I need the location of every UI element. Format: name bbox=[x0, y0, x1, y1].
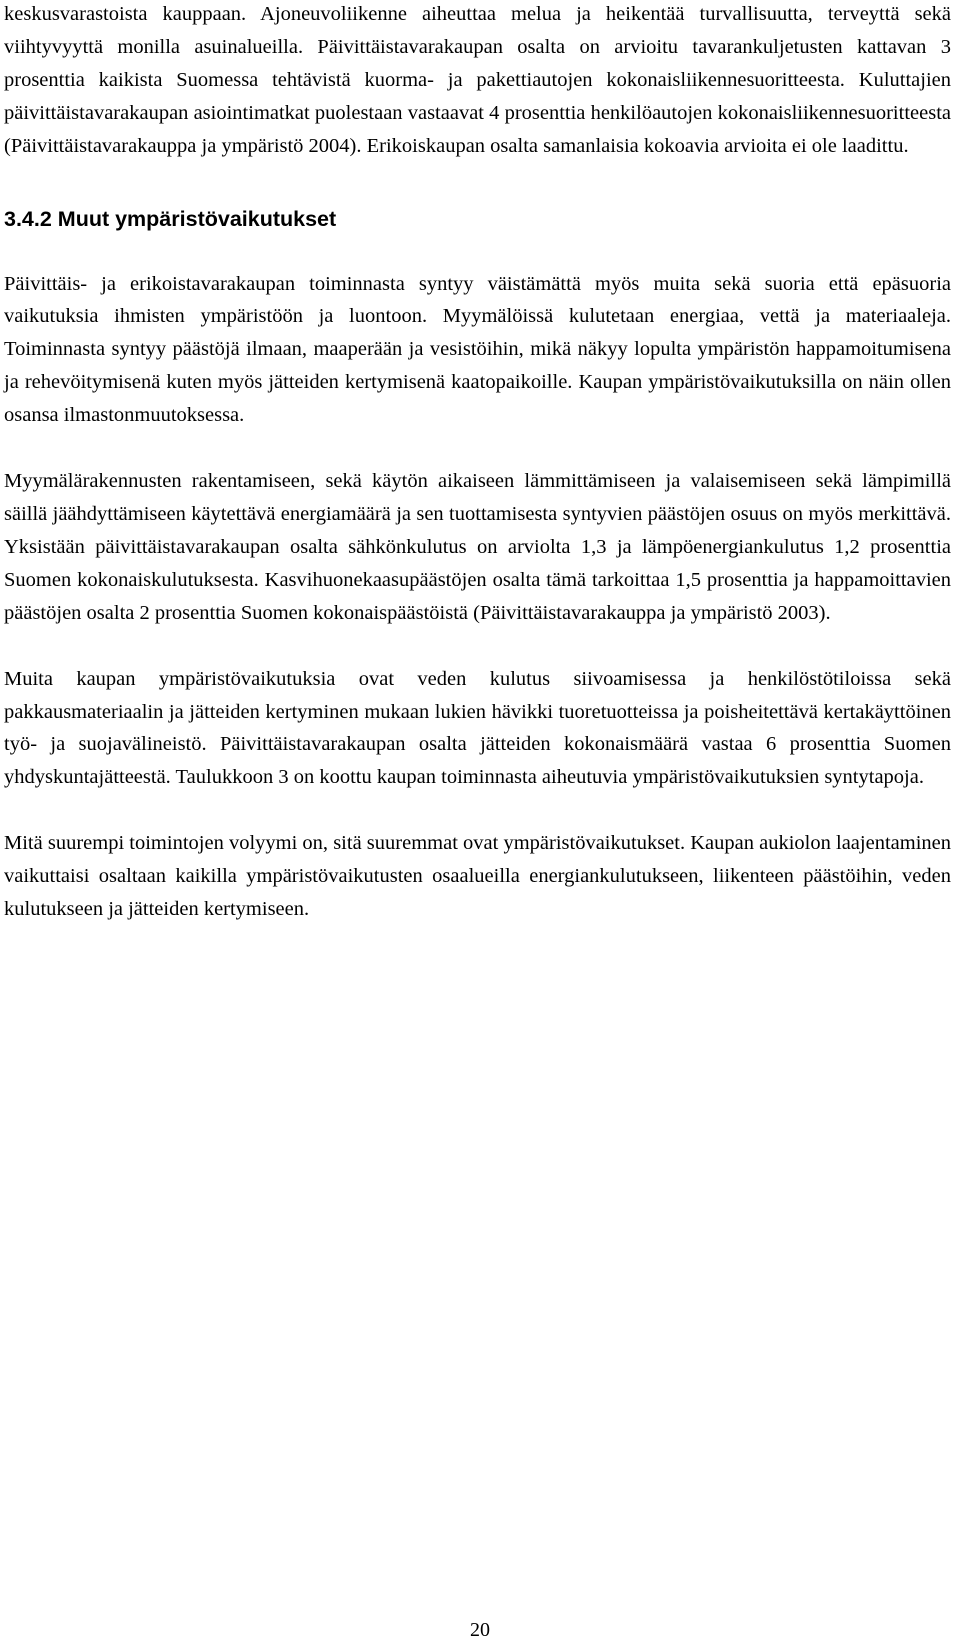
spacer bbox=[4, 432, 951, 465]
spacer bbox=[4, 235, 951, 268]
paragraph-4: Mitä suurempi toimintojen volyymi on, sitä suuremmat ovat ympäristövaikutukset. Kaupan aukiolon laajentaminen vaikuttaisi osaltaan kaikilla ympäristövaikutusten osaalueilla energiankulutukseen, liikenteen päästöihin, veden kulutukseen ja jätteiden kertymiseen. bbox=[4, 832, 951, 921]
paragraph-2: Myymälärakennusten rakentamiseen, sekä käytön aikaiseen lämmittämiseen ja valaisemiseen sekä lämpimillä säillä jäähdyttämiseen käytettävä energiamäärä ja sen tuottamisesta syntyvien päästöjen osuus on myös merkittävä. Yksistään päivittäistavarakaupan osalta sähkönkulutus on arviolta 1,3 ja lämpöenergiankulutus 1,2 prosenttia Suomen kokonaiskulutuksesta. Kasvihuonekaasupäästöjen osalta tämä tarkoittaa 1,5 prosenttia ja happamoittavien päästöjen osalta 2 prosenttia Suomen kokonaispäästöistä (Päivittäistavarakauppa ja ympäristö 2003). bbox=[4, 470, 951, 624]
spacer bbox=[4, 794, 951, 827]
page-number: 20 bbox=[470, 1619, 490, 1641]
paragraph-top: keskusvarastoista kauppaan. Ajoneuvoliikenne aiheuttaa melua ja heikentää turvallisuutta, terveyttä sekä viihtyvyyttä monilla asuinalueilla. Päivittäistavarakaupan osalta on arvioitu tavarankuljetusten kattavan 3 prosenttia kaikista Suomessa tehtävistä kuorma- ja pakettiautojen kokonaisliikennesuoritteesta. Kuluttajien päivittäistavarakaupan asiointimatkat puolestaan vastaavat 4 prosenttia henkilöautojen kokonaisliikennesuoritteesta (Päivittäistavarakauppa ja ympäristö 2004). Erikoiskaupan osalta samanlaisia kokoavia arvioita ei ole laadittu. bbox=[4, 3, 951, 157]
paragraph-1: Päivittäis- ja erikoistavarakaupan toiminnasta syntyy väistämättä myös muita sekä suoria että epäsuoria vaikutuksia ihmisten ympäristöön ja luontoon. Myymälöissä kulutetaan energiaa, vettä ja materiaaleja. Toiminnasta syntyy päästöjä ilmaan, maaperään ja vesistöihin, mikä näkyy lopulta ympäristön happamoitumisena ja rehevöitymisenä kuten myös jätteiden kertymisenä kaatopaikoille. Kaupan ympäristövaikutuksilla on näin ollen osansa ilmastonmuutoksessa. bbox=[4, 272, 951, 427]
spacer bbox=[4, 163, 951, 203]
spacer bbox=[4, 630, 951, 663]
paragraph-3: Muita kaupan ympäristövaikutuksia ovat veden kulutus siivoamisessa ja henkilöstötiloissa sekä pakkausmateriaalin ja jätteiden kertyminen mukaan lukien hävikki tuoretuotteissa ja poisheitettävä kertakäyttöinen työ- ja suojavälineistö. Päivittäistavarakaupan osalta jätteiden kokonaismäärä vastaa 6 prosenttia Suomen yhdyskuntajätteestä. Taulukkoon 3 on koottu kaupan toiminnasta aiheutuvia ympäristövaikutuksien syntytapoja. bbox=[4, 667, 951, 789]
section-heading: 3.4.2 Muut ympäristövaikutukset bbox=[4, 206, 337, 231]
page-content bbox=[4, 0, 951, 926]
